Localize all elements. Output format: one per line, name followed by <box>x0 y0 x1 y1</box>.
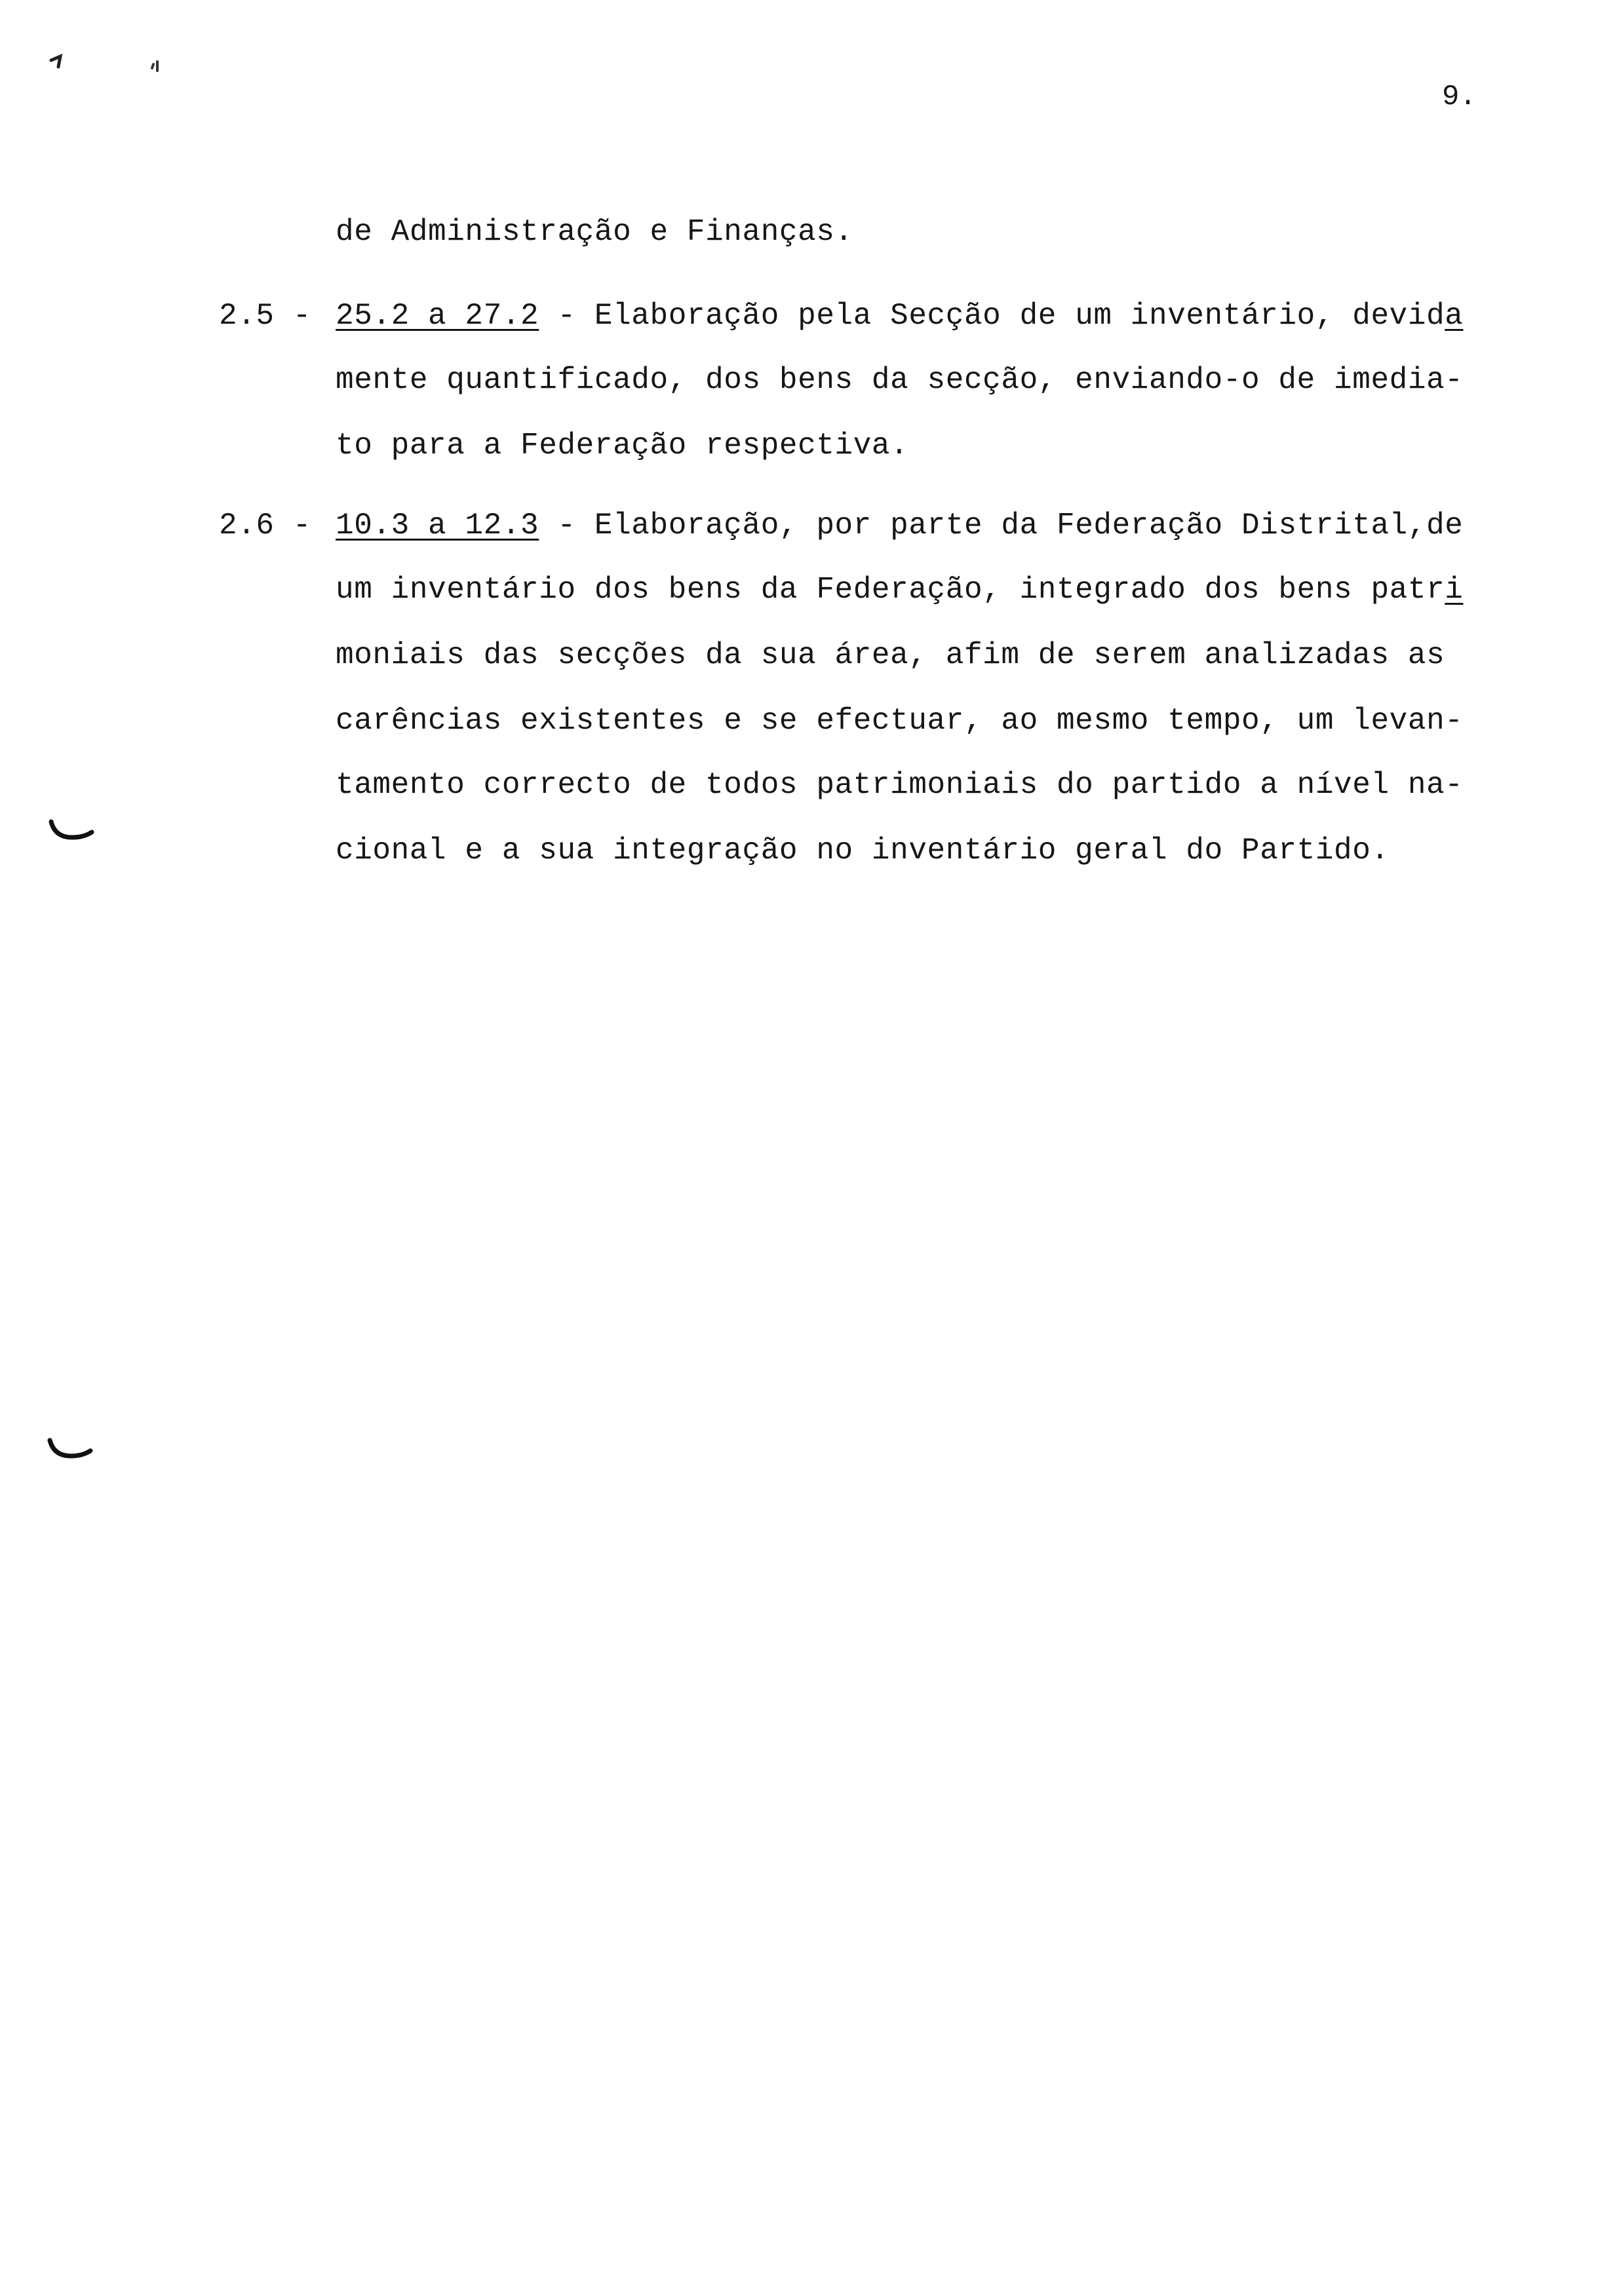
item-line: to para a Federação respectiva. <box>336 429 909 463</box>
scan-mark-top <box>146 55 165 75</box>
binder-hole-mark-lower <box>45 1434 97 1466</box>
item-text: - Elaboração pela Secção de um inventário, devid <box>557 299 1445 333</box>
binder-hole-arc <box>50 1440 90 1456</box>
item-first-line <box>336 506 1464 545</box>
item-line <box>336 570 1464 609</box>
item-number: 2.5 - <box>219 299 312 333</box>
item-text: - Elaboração, por parte da Federação Distrital,de <box>557 508 1464 543</box>
item-line: moniais das secções da sua área, afim de serem analizadas as <box>336 638 1445 672</box>
continuation-line: de Administração e Finanças. <box>336 215 853 249</box>
binder-hole-mark-upper <box>46 815 98 848</box>
item-text: um inventário dos bens da Federação, integrado dos bens patr <box>336 573 1445 607</box>
scan-mark-stroke <box>51 56 60 67</box>
item-number: 2.6 - <box>219 508 312 543</box>
item-first-line <box>336 296 1464 335</box>
binder-hole-arc <box>51 822 92 837</box>
item-line: mente quantificado, dos bens da secção, enviando-o de imedia- <box>336 363 1464 397</box>
scan-mark-top-left <box>47 51 73 71</box>
item-line: carências existentes e se efectuar, ao mesmo tempo, um levan- <box>336 704 1464 738</box>
page-number: 9. <box>1442 81 1477 113</box>
date-range: 25.2 a 27.2 <box>336 299 539 333</box>
scan-mark-stroke <box>152 62 157 71</box>
item-line: cional e a sua integração no inventário geral do Partido. <box>336 833 1390 868</box>
hyphen-underlined-letter: i <box>1445 573 1464 607</box>
hyphen-underlined-letter: a <box>1445 299 1464 333</box>
item-line: tamento correcto de todos patrimoniais do partido a nível na- <box>336 768 1464 802</box>
date-range: 10.3 a 12.3 <box>336 508 539 543</box>
